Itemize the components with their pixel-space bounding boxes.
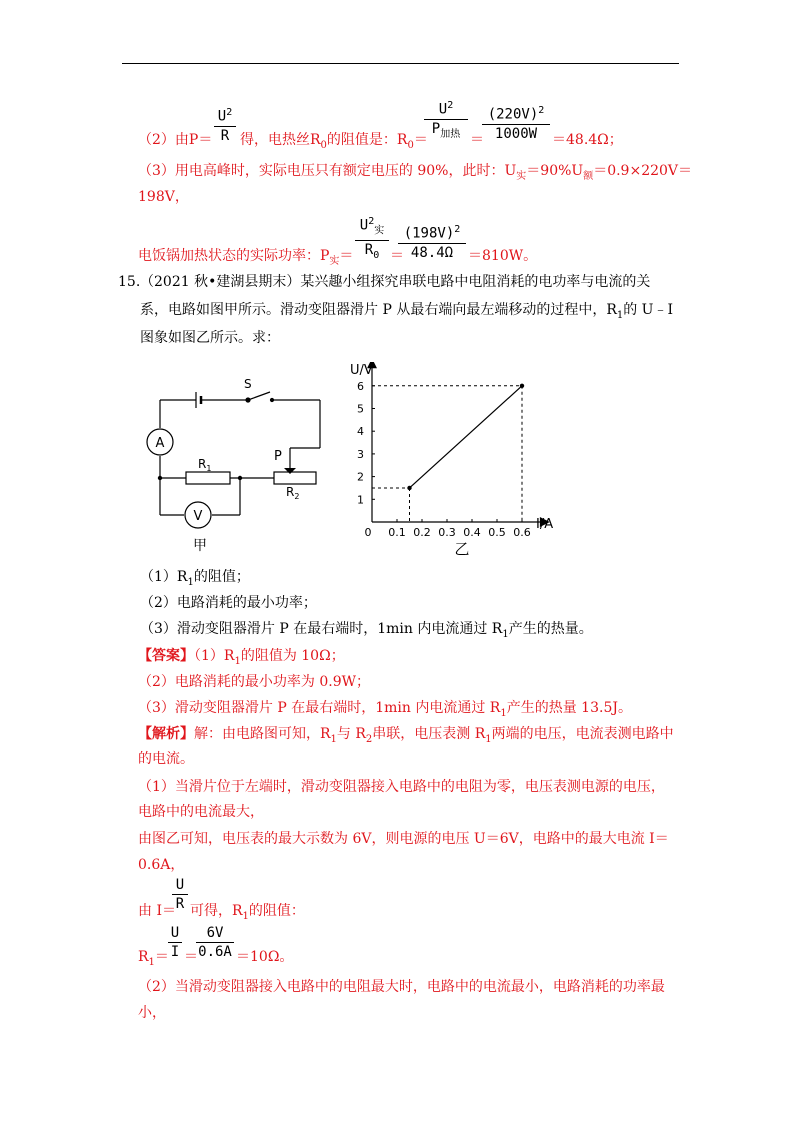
switch-blade (248, 392, 270, 400)
answer-tag: 【答案】 (138, 648, 194, 664)
y-tick-label: 1 (357, 493, 364, 507)
fraction-ushi2-over-r0: $U^2_实$ $R_0$ (355, 214, 389, 264)
switch-label: S (244, 377, 252, 391)
fraction-198v-over-48: $(198V)^2$ 48.4Ω (398, 222, 466, 261)
resistor-r2 (274, 472, 316, 484)
x-tick-label: 0.2 (413, 526, 431, 539)
slider-arrow (284, 468, 296, 474)
x-tick-label: 0.3 (438, 526, 456, 539)
ask-1: $(1)R_1$的阻值； (140, 569, 250, 588)
x-tick-label: 0 (364, 526, 372, 539)
circuit-diagram (140, 370, 340, 560)
header-rule (122, 63, 679, 64)
r1-label: $R_1$ (198, 457, 212, 473)
fraction-u2-over-p: $U^2$ $P_{加热}$ (424, 98, 468, 142)
graph-caption: 乙 (454, 540, 470, 558)
x-tick-label: 0.5 (488, 526, 506, 539)
voltmeter-label: V (193, 509, 203, 524)
y-axis-label: U/V (350, 363, 373, 378)
x-axis-label: I/A (536, 517, 554, 532)
data-point (407, 486, 411, 490)
fraction-6v-over-0-6a: 6V 0.6A (196, 925, 234, 960)
x-tick-label: 0.4 (463, 526, 481, 539)
ui-line (410, 386, 523, 488)
data-point (520, 384, 524, 388)
x-tick-label: 0.1 (388, 526, 406, 539)
fraction-u2-over-r: $U^2$ R (214, 105, 236, 144)
ui-graph (340, 362, 570, 562)
y-tick-label: 4 (357, 425, 364, 439)
y-tick-label: 5 (357, 402, 364, 416)
analysis-tag: 【解析】 (138, 726, 194, 742)
fraction-u-over-r: U R (172, 877, 188, 912)
y-tick-label: 2 (357, 470, 364, 484)
part2-prefix: （2）由P＝ (138, 132, 213, 148)
ask-3: （3）滑动变阻器滑片 P 在最右端时，1min 内电流通过 $R_1$产生的热量。 (140, 621, 593, 640)
y-tick-label: 3 (357, 447, 364, 461)
x-tick-label: 0.6 (513, 526, 531, 539)
ask-2: （2）电路消耗的最小功率； (140, 595, 317, 611)
circuit-caption: 甲 (193, 538, 207, 554)
resistor-r1 (186, 472, 230, 484)
y-tick-label: 6 (357, 379, 364, 393)
r2-label: $R_2$ (286, 485, 300, 501)
fraction-220v-over-1000w: $(220V)^2$ 1000W (482, 103, 550, 142)
ammeter-label: A (155, 436, 165, 451)
fraction-u-over-i: U I (168, 925, 182, 960)
slider-label: P (274, 449, 282, 464)
